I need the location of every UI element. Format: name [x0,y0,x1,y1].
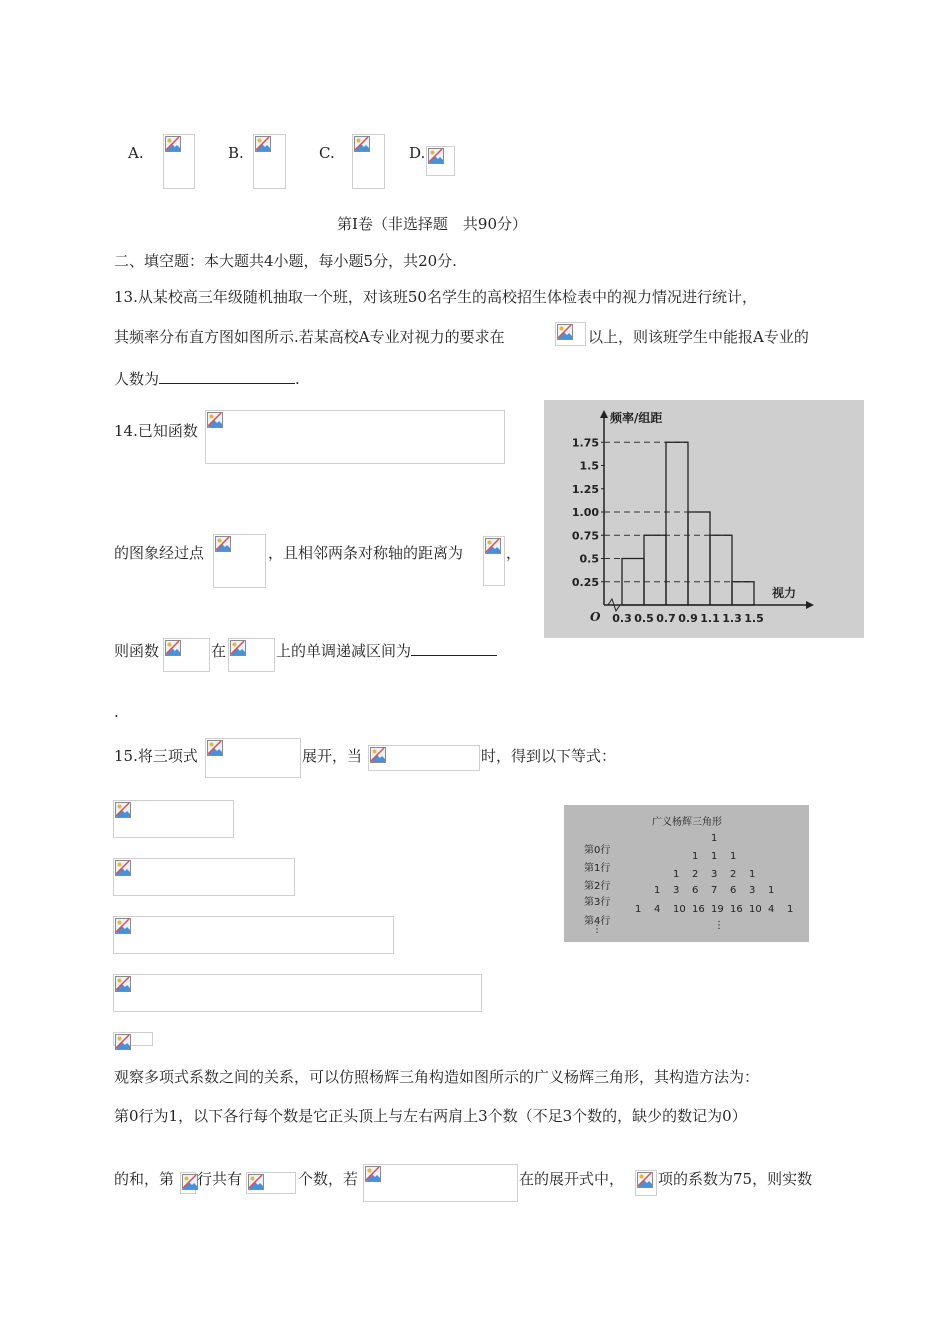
q15-equation-4-image [113,974,482,1012]
q13-line3-end: . [295,370,300,388]
broken-image-icon [207,412,223,428]
broken-image-icon [115,860,131,876]
triangle-value: 1 [768,885,775,896]
y-tick-label: 1.75 [571,436,599,450]
triangle-value: 6 [692,885,699,896]
q15-last-c: 个数，若 [298,1170,359,1188]
q14-line2-b: ，且相邻两条对称轴的距离为 [268,544,464,562]
q13-line3-text: 人数为 [114,370,160,388]
triangle-value: 10 [673,904,686,915]
broken-image-icon [215,536,231,552]
x-tick-label: 0.3 [612,612,632,625]
broken-image-icon [230,640,246,656]
histogram-bar [644,535,666,605]
histogram-bar [666,442,688,605]
origin-label: O [590,610,601,624]
triangle-value: 1 [730,851,737,862]
broken-image-icon [115,976,131,992]
q15-last-a: 的和，第 [114,1170,175,1188]
q15-condition-image [368,745,480,771]
q15-last-e: 项的系数为75，则实数 [658,1170,813,1188]
option-a-label: A. [128,144,144,162]
broken-image-icon [115,1034,131,1050]
broken-image-icon [370,747,386,763]
q14-line3-a: 则函数 [114,642,160,660]
q15-trinomial-image [205,738,301,778]
histogram-bar [688,512,710,605]
q13-line3 [114,368,300,389]
q14-line3-b: 在 [211,642,227,660]
broken-image-icon [255,136,271,152]
yanghui-triangle-figure [564,805,809,942]
triangle-row-label: 第1行 [584,863,611,874]
triangle-value: 3 [749,885,756,896]
q15-equation-2-image [113,858,295,896]
option-c-label: C. [319,144,335,162]
triangle-value: 4 [654,904,661,915]
triangle-row-label: 第0行 [584,845,611,856]
q15-last-d: 在的展开式中， [519,1170,625,1188]
y-tick-label: 0.25 [571,575,599,589]
broken-image-icon [428,148,444,164]
triangle-dots-mid: ⋮ [714,920,724,931]
q15-last-b: 行共有 [197,1170,243,1188]
option-c-image [352,134,385,189]
triangle-row-label: 第2行 [584,881,611,892]
q14-line2-c: ， [506,544,522,562]
q14-line3-c [276,640,497,661]
triangle-value: 1 [787,904,794,915]
q15-line1-c: 时，得到以下等式： [481,747,617,765]
histogram-figure [544,400,864,638]
triangle-value: 3 [711,869,718,880]
histogram-svg [544,400,864,638]
triangle-row-label: 第3行 [584,897,611,908]
q13-inline-image [555,322,586,346]
q14-function-name-image [163,638,210,672]
q14-function-image [205,410,505,464]
x-tick-label: 0.5 [634,612,654,625]
x-axis-label: 视力 [772,586,797,600]
broken-image-icon [207,740,223,756]
y-tick-label: 0.75 [571,529,599,543]
broken-image-icon [115,918,131,934]
x-tick-label: 1.5 [744,612,764,625]
triangle-title: 广义杨辉三角形 [652,817,722,828]
q15-equation-3-image [113,916,394,954]
triangle-value: 3 [673,885,680,896]
q14-line3-c-text: 上的单调递减区间为 [276,642,412,660]
triangle-value: 16 [730,904,743,915]
q15-line1-a: 15.将三项式 [114,747,198,765]
triangle-value: 1 [654,885,661,896]
y-tick-label: 1.5 [579,459,599,473]
y-tick-label: 1.25 [571,482,599,496]
triangle-value: 1 [711,833,718,844]
histogram-bar [732,582,754,605]
x-axis-arrow [806,601,814,609]
x-tick-label: 1.1 [700,612,720,625]
q15-count-image [246,1172,296,1194]
triangle-value: 2 [730,869,737,880]
section-title: 第Ⅰ卷（非选择题 共90分） [337,215,528,233]
broken-image-icon [557,324,573,340]
triangle-value: 1 [673,869,680,880]
q15-line1-b: 展开，当 [302,747,363,765]
option-b-label: B. [228,144,244,162]
q15-expression-image [363,1164,518,1202]
broken-image-icon [354,136,370,152]
q14-line2-a: 的图象经过点 [114,544,205,562]
q14-answer-blank [411,643,497,656]
q15-observe-2: 第0行为1，以下各行每个数是它正头顶上与左右两肩上3个数（不足3个数的，缺少的数记为0） [114,1107,747,1125]
option-d-label: D. [409,144,426,162]
option-d-image [426,146,455,176]
triangle-value: 4 [768,904,775,915]
q14-end: . [114,703,119,721]
q13-line2-a: 其频率分布直方图如图所示.若某高校A专业对视力的要求在 [114,328,505,346]
triangle-dots-left: ⋮ [592,924,602,935]
triangle-value: 6 [730,885,737,896]
q14-interval-image [228,638,275,672]
q13-answer-blank [159,371,295,384]
q14-point-image [213,534,266,588]
broken-image-icon [637,1172,653,1188]
y-tick-label: 0.5 [579,552,599,566]
triangle-value: 2 [692,869,699,880]
triangle-value: 16 [692,904,705,915]
q15-observe-1: 观察多项式系数之间的关系，可以仿照杨辉三角构造如图所示的广义杨辉三角形，其构造方法为： [114,1068,760,1086]
broken-image-icon [365,1166,381,1182]
x-tick-label: 0.7 [656,612,676,625]
broken-image-icon [165,136,181,152]
triangle-value: 19 [711,904,724,915]
triangle-value: 1 [692,851,699,862]
q15-term-image [635,1170,657,1196]
triangle-value: 1 [711,851,718,862]
triangle-value: 1 [635,904,642,915]
y-axis-arrow [600,410,608,418]
part2-heading: 二、填空题：本大题共4小题，每小题5分，共20分. [114,252,457,270]
q15-row-index-image [180,1172,196,1194]
q14-prefix: 14.已知函数 [114,422,198,440]
triangle-value: 7 [711,885,718,896]
triangle-value: 1 [749,869,756,880]
x-tick-label: 0.9 [678,612,698,625]
broken-image-icon [248,1174,264,1190]
broken-image-icon [165,640,181,656]
triangle-value: 10 [749,904,762,915]
broken-image-icon [485,538,501,554]
q14-distance-image [483,536,505,586]
broken-image-icon [115,802,131,818]
option-b-image [253,134,286,189]
y-axis-label: 频率/组距 [610,411,663,425]
y-tick-label: 1.00 [571,506,599,519]
q15-equation-5-image [113,1032,153,1046]
option-a-image [163,134,195,189]
q13-line1: 13.从某校高三年级随机抽取一个班，对该班50名学生的高校招生体检表中的视力情况进行统计， [114,288,757,306]
x-tick-label: 1.3 [722,612,742,625]
histogram-bar [710,535,732,605]
broken-image-icon [182,1174,198,1190]
triangle-row-label: 第4行 [584,916,611,927]
q13-line2-b: 以上，则该班学生中能报A专业的 [588,328,809,346]
q15-equation-1-image [113,800,234,838]
